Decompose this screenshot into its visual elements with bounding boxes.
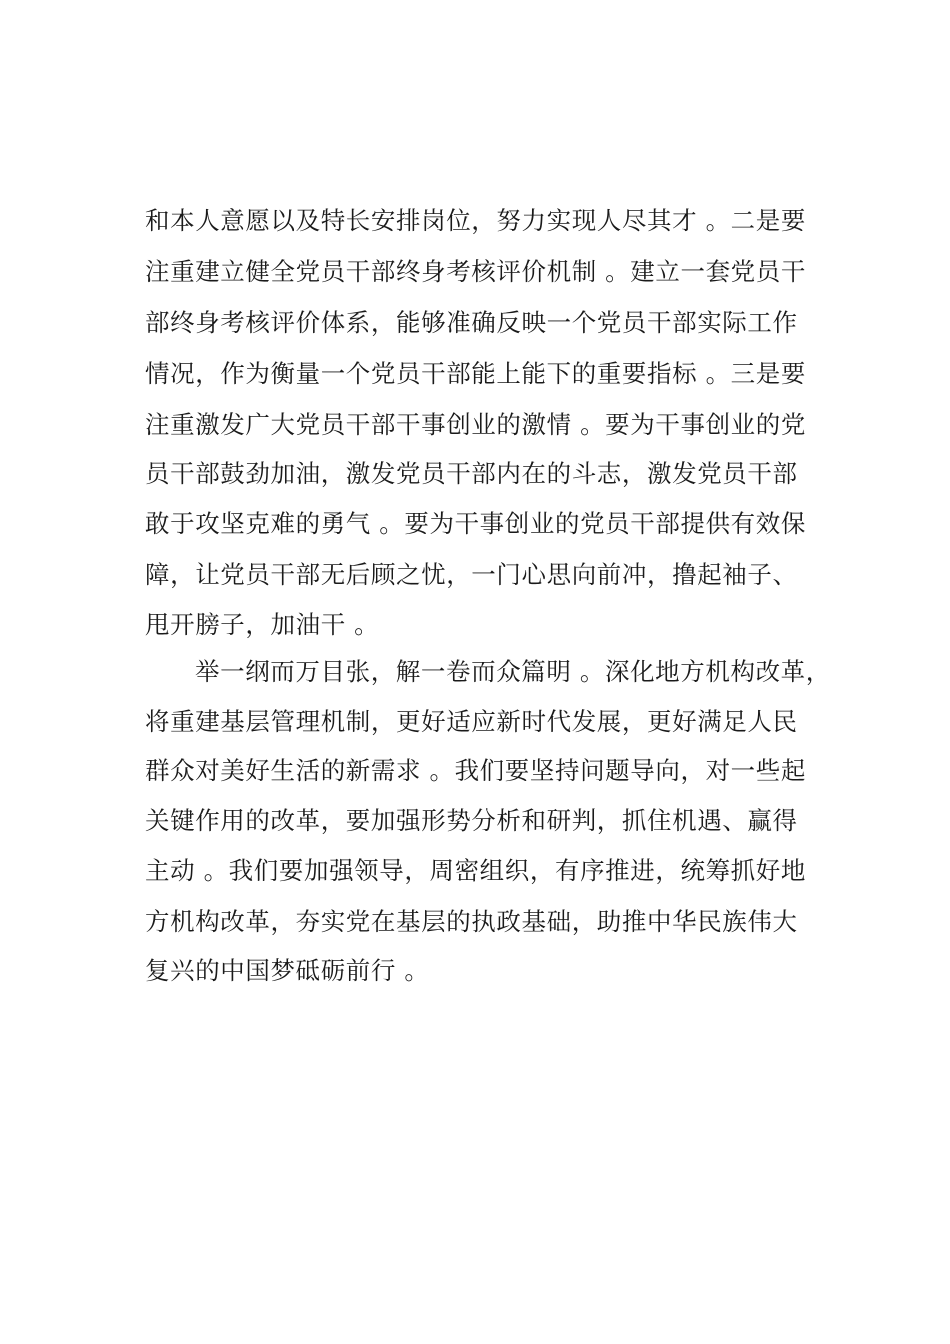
text-line: 群众对美好生活的新需求 。我们要坚持问题导向，对一些起 [145,756,806,785]
text-line: 将重建基层管理机制，更好适应新时代发展，更好满足人民 [145,707,798,736]
text-line: 方机构改革，夯实党在基层的执政基础，助推中华民族伟大 [145,907,798,936]
text-line: 甩开膀子，加油干 。 [145,610,380,639]
text-line: 障，让党员干部无后顾之忧，一门心思向前冲，撸起袖子、 [145,560,798,589]
text-line: 注重激发广大党员干部干事创业的激情 。要为干事创业的党 [145,410,806,439]
text-line: 复兴的中国梦砥砺前行 。 [145,956,430,985]
text-line: 举一纲而万目张，解一卷而众篇明 。深化地方机构改革， [195,657,831,686]
text-line: 主动 。我们要加强领导，周密组织，有序推进，统筹抓好地 [145,856,806,885]
text-line: 和本人意愿以及特长安排岗位，努力实现人尽其才 。二是要 [145,206,806,235]
text-line: 员干部鼓劲加油，激发党员干部内在的斗志，激发党员干部 [145,459,798,488]
text-line: 敢于攻坚克难的勇气 。要为干事创业的党员干部提供有效保 [145,509,806,538]
text-line: 注重建立健全党员干部终身考核评价机制 。建立一套党员干 [145,257,806,286]
text-line: 关键作用的改革，要加强形势分析和研判，抓住机遇、赢得 [145,806,798,835]
text-line: 部终身考核评价体系，能够准确反映一个党员干部实际工作 [145,308,798,337]
text-line: 情况，作为衡量一个党员干部能上能下的重要指标 。三是要 [145,359,806,388]
